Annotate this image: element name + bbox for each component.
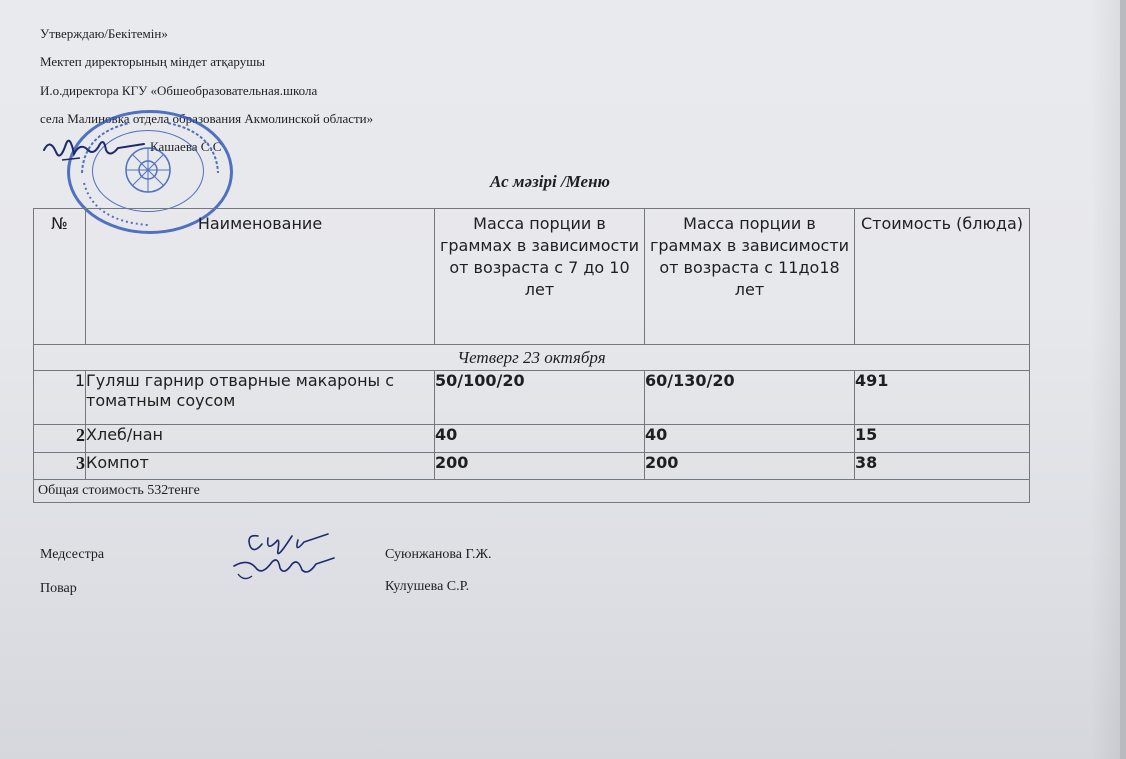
row-dish-name: Хлеб/нан xyxy=(86,425,435,453)
approval-line-1: Утверждаю/Бекітемін» xyxy=(40,26,168,41)
cook-name: Кулушева С.Р. xyxy=(385,579,470,594)
cook-role: Повар xyxy=(40,581,77,596)
day-row xyxy=(34,345,1030,371)
row-mass-7-10: 50/100/20 xyxy=(435,371,645,425)
row-dish-name: Гуляш гарнир отварные макароны с томатным соусом xyxy=(86,371,435,425)
table-row xyxy=(34,453,1030,480)
row-mass-11-18: 40 xyxy=(645,425,855,453)
row-number: 3 xyxy=(34,453,86,480)
paper-shadow xyxy=(1090,0,1120,759)
approval-line-3: И.о.директора КГУ «Обшеобразовательная.школа xyxy=(40,83,318,98)
table-row xyxy=(34,371,1030,425)
nurse-role: Медсестра xyxy=(40,547,105,562)
row-mass-11-18: 200 xyxy=(645,453,855,480)
row-number: 2 xyxy=(34,425,86,453)
row-price: 15 xyxy=(855,425,1030,453)
header-mass-11-18: Масса порции в граммах в зависимости от возраста с 11до18 лет xyxy=(645,209,855,345)
total-row xyxy=(34,480,1030,503)
day-label: Четверг 23 октября xyxy=(34,345,1030,371)
row-price: 38 xyxy=(855,453,1030,480)
row-dish-name: Компот xyxy=(86,453,435,480)
row-mass-7-10: 200 xyxy=(435,453,645,480)
header-name: Наименование xyxy=(86,209,435,345)
header-price: Стоимость (блюда) xyxy=(855,209,1030,345)
approval-signatory: Кашаева С.С xyxy=(150,139,222,154)
header-mass-7-10: Масса порции в граммах в зависимости от возраста с 7 до 10 лет xyxy=(435,209,645,345)
menu-table xyxy=(33,208,1030,503)
table-row xyxy=(34,425,1030,453)
row-price: 491 xyxy=(855,371,1030,425)
total-cost: Общая стоимость 532тенге xyxy=(34,480,1030,503)
approval-line-2: Мектеп директорының міндет атқарушы xyxy=(40,54,265,69)
paper-edge xyxy=(1120,0,1126,759)
header-number: № xyxy=(34,209,86,345)
table-header-row xyxy=(34,209,1030,345)
approval-line-4: села Малиновка отдела образования Акмолинской области» xyxy=(40,111,374,126)
nurse-name: Суюнжанова Г.Ж. xyxy=(385,547,492,562)
row-mass-7-10: 40 xyxy=(435,425,645,453)
menu-title: Ас мәзірі /Меню xyxy=(490,172,610,191)
director-signature-icon xyxy=(40,130,150,170)
row-number: 1 xyxy=(34,371,86,425)
row-mass-11-18: 60/130/20 xyxy=(645,371,855,425)
staff-signatures-icon xyxy=(228,528,338,588)
